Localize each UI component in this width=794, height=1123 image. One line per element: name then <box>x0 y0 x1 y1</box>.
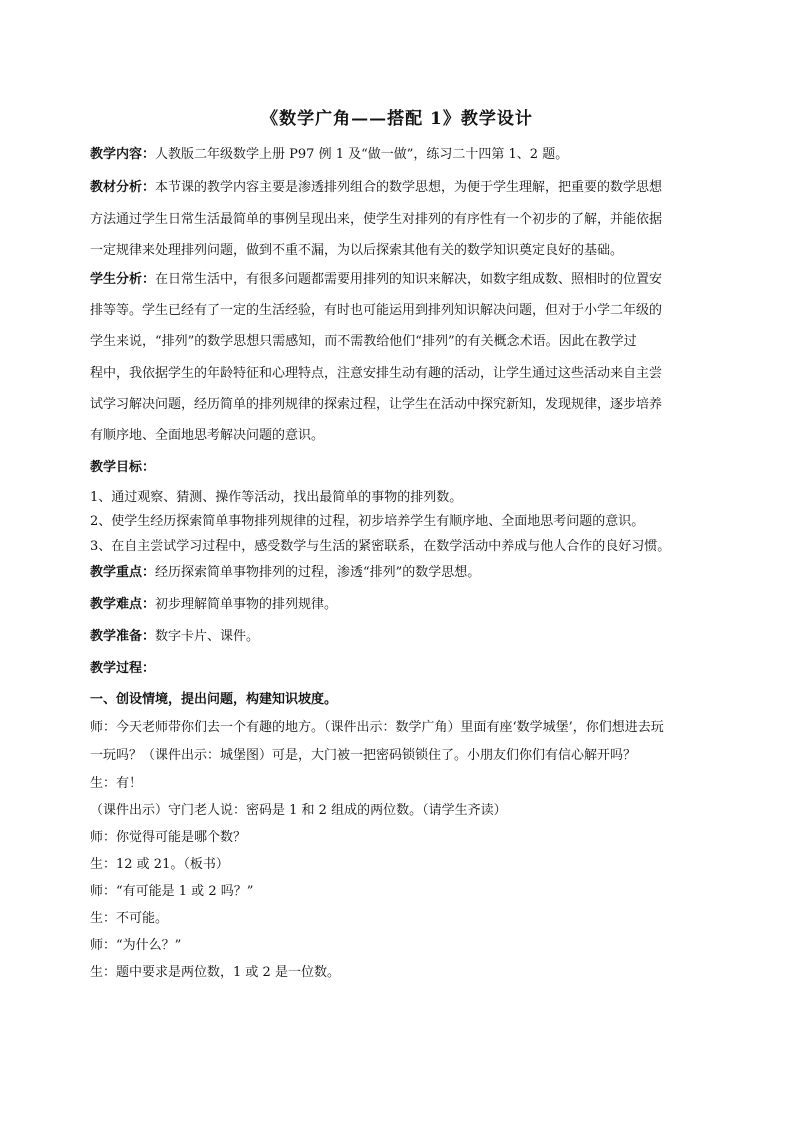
preparation-label: 教学准备： <box>90 629 156 644</box>
difficulty-line <box>90 596 720 613</box>
students-line-4: 程中，我依据学生的年龄特征和心理特点，注意安排生动有趣的活动，让学生通过这些活动来自主尝 <box>90 366 663 381</box>
students-line-5: 试学习解决问题，经历简单的排列规律的探索过程，让学生在活动中探究新知，发现规律，逐步培养 <box>90 397 663 412</box>
goal-item-1: 1、通过观察、猜测、操作等活动，找出最简单的事物的排列数。 <box>90 490 463 505</box>
process-label: 教学过程： <box>90 661 156 676</box>
students-line-2: 排等等。学生已经有了一定的生活经验，有时也可能运用到排列知识解决问题，但对于小学二年级的 <box>90 303 663 318</box>
students-text-1: 在日常生活中，有很多问题都需要用排列的知识来解决，如数字组成数、照相时的位置安 <box>155 272 663 287</box>
dialogue-line-7: 师：“有可能是 1 或 2 吗？” <box>90 884 254 899</box>
dialogue-line-4: （课件出示）守门老人说：密码是 1 和 2 组成的两位数。（请学生齐读） <box>90 803 507 818</box>
goal-item-2: 2、使学生经历探索简单事物排列规律的过程，初步培养学生有顺序地、全面地思考问题的意识。 <box>90 514 645 529</box>
dialogue-line-10: 生：题中要求是两位数，1 或 2 是一位数。 <box>90 965 340 980</box>
students-label: 学生分析： <box>90 272 156 287</box>
goals-label: 教学目标： <box>90 460 156 475</box>
dialogue-line-1: 师：今天老师带你们去一个有趣的地方。（课件出示：数学广角）里面有座‘数学城堡’，你们想进去玩 <box>90 720 664 735</box>
content-text: 人教版二年级数学上册 P97 例 1 及“做一做”，练习二十四第 1、2 题。 <box>155 147 569 162</box>
preparation-text: 数字卡片、课件。 <box>155 629 260 644</box>
goal-item-3: 3、在自主尝试学习过程中，感受数学与生活的紧密联系，在数学活动中养成与他人合作的良好习惯。 <box>90 539 671 554</box>
dialogue-line-6: 生：12 或 21。（板书） <box>90 857 229 872</box>
dialogue-line-8: 生：不可能。 <box>90 911 169 926</box>
students-line-3: 学生来说，“排列”的数学思想只需感知，而不需教给他们“排列”的有关概念术语。因此在教学过 <box>90 334 637 349</box>
dialogue-line-2: 一玩吗？（课件出示：城堡图）可是，大门被一把密码锁锁住了。小朋友们你们有信心解开吗？ <box>90 748 637 763</box>
material-text-1: 本节课的教学内容主要是渗透排列组合的数学思想，为便于学生理解，把重要的数学思想 <box>155 180 663 195</box>
material-line-2: 方法通过学生日常生活最简单的事例呈现出来，使学生对排列的有序性有一个初步的了解，并能依据 <box>90 212 663 227</box>
content-label: 教学内容： <box>90 147 156 162</box>
students-line-1 <box>90 271 720 288</box>
key-point-text: 经历探索简单事物排列的过程，渗透“排列”的数学思想。 <box>155 565 481 580</box>
dialogue-line-5: 师：你觉得可能是哪个数？ <box>90 830 247 845</box>
key-point-label: 教学重点： <box>90 565 156 580</box>
dialogue-line-3: 生：有！ <box>90 776 143 791</box>
dialogue-line-9: 师：“为什么？” <box>90 938 182 953</box>
process-section-heading: 一、创设情境，提出问题，构建知识坡度。 <box>90 692 338 707</box>
material-line-3: 一定规律来处理排列问题，做到不重不漏，为以后探索其他有关的数学知识奠定良好的基础。 <box>90 243 624 258</box>
difficulty-text: 初步理解简单事物的排列规律。 <box>155 597 338 612</box>
page-title: 《数学广角——搭配 1》教学设计 <box>261 109 533 129</box>
material-label: 教材分析： <box>90 180 156 195</box>
material-line-1 <box>90 179 720 196</box>
difficulty-label: 教学难点： <box>90 597 156 612</box>
content-line <box>90 146 720 163</box>
key-point-line <box>90 564 720 581</box>
students-line-6: 有顺序地、全面地思考解决问题的意识。 <box>90 428 325 443</box>
preparation-line <box>90 628 720 645</box>
